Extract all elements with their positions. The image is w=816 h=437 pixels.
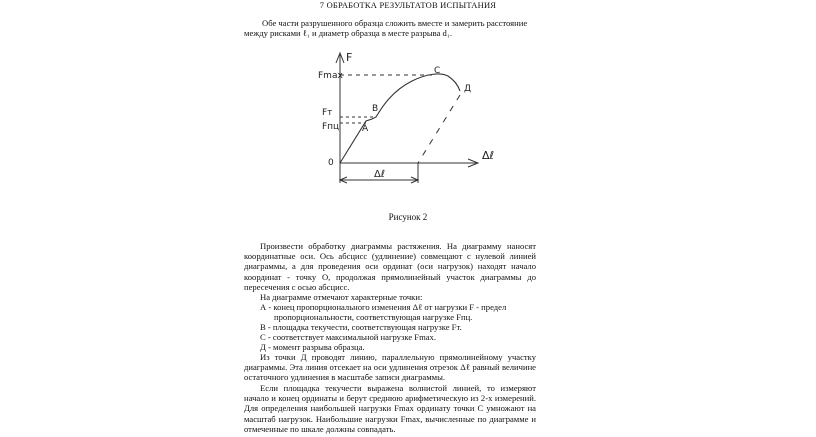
point-a-description-cont: пропорциональности, соответствующая нагрузке Fпц. — [274, 312, 473, 322]
intro-line-1: Обе части разрушенного образца сложить вместе и замерить расстояние — [262, 18, 528, 28]
tension-diagram — [300, 45, 520, 195]
origin-label: 0 — [328, 158, 334, 168]
fmax-label: Fmax — [318, 71, 343, 81]
points-intro: На диаграмме отмечают характерные точки: — [260, 292, 423, 302]
paragraph-processing: Произвести обработку диаграммы растяжения. На диаграмму наносят координатные оси. Ось абсцисс (удлинение) совмещают с нулевой линией диаграммы, а для проведения оси ординат (оси нагрузок) находят начало координат - точку О, продолжая прямолинейный участок диаграммы до пересечения с осью абсцисс. — [244, 241, 536, 292]
point-a-description: А - конец пропорционального изменения Δℓ от нагрузки F - предел — [260, 302, 507, 312]
load-curve — [340, 74, 460, 163]
point-d-description: Д - момент разрыва образца. — [260, 342, 365, 352]
unloading-line — [418, 95, 460, 163]
ft-label: Fт — [322, 108, 333, 118]
point-d-label: Д — [464, 84, 472, 94]
point-b-description: В - площадка текучести, соответствующая нагрузке Fт. — [260, 322, 462, 332]
x-axis-label: Δℓ — [482, 149, 495, 162]
point-b-label: B — [372, 104, 379, 114]
point-c-label: C — [434, 66, 441, 76]
paragraph-unloading: Из точки Д проводят линию, параллельную прямолинейному участку диаграммы. Эта линия отсекает на оси удлинения отрезок Δℓ равный величине остаточного удлинения в масштабе записи диаграммы. — [244, 352, 536, 383]
page-header: 7 ОБРАБОТКА РЕЗУЛЬТАТОВ ИСПЫТАНИЯ — [319, 0, 497, 10]
intro-line-2: между рисками ℓ₁ и диаметр образца в месте разрыва d₁. — [244, 28, 452, 38]
point-a-label: A — [362, 124, 369, 134]
fpts-label: Fпц — [322, 122, 340, 132]
point-c-description: С - соответствует максимальной нагрузке Fmax. — [260, 332, 437, 342]
figure-caption: Рисунок 2 — [388, 212, 428, 222]
paragraph-yield: Если площадка текучести выражена волнистой линией, то измеряют начало и конец ординаты и берут среднюю арифметическую из 2-х измерений. Для определения наибольшей нагрузки Fmax ординату точки С умножают на масштаб нагрузок. Наибольшие нагрузки Fmax, вычисленные по диаграмме и отмеченные по шкале должны совпадать. — [244, 383, 536, 434]
y-axis-label: F — [346, 51, 353, 64]
dimension-label: Δℓ — [374, 169, 385, 180]
